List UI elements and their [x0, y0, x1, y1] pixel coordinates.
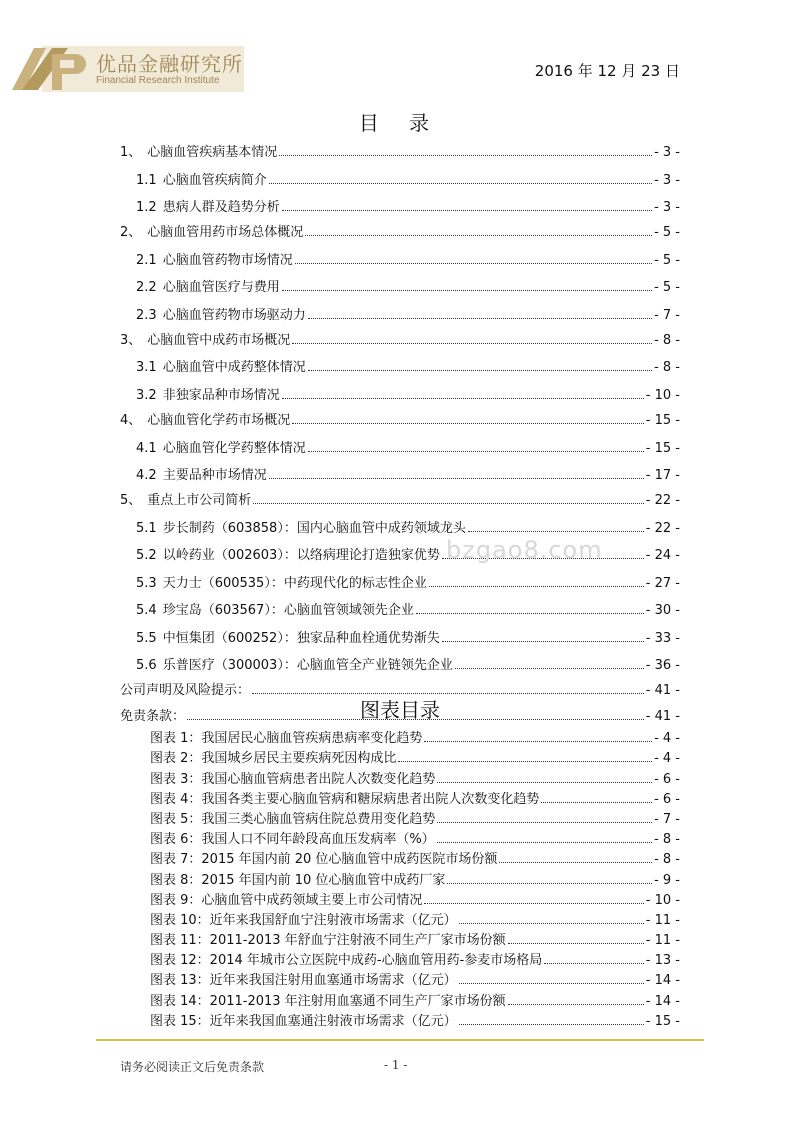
toc-entry-label	[150, 869, 445, 888]
footer-disclaimer: 请务必阅读正文后免责条款	[120, 1060, 265, 1074]
toc-entry-number: 5.4	[136, 603, 157, 619]
toc-entry-text: 图表 2：我国城乡居民主要疾病死因构成比	[150, 751, 397, 767]
toc-entry[interactable]	[120, 428, 680, 456]
toc-entry-page: - 41 -	[645, 683, 680, 699]
toc-entry-number: 4、	[120, 413, 142, 429]
toc-entry-text: 公司声明及风险提示：	[120, 683, 251, 699]
figure-list	[120, 726, 680, 1029]
toc-entry[interactable]	[120, 188, 680, 216]
toc-entry-page: - 5 -	[654, 225, 680, 241]
toc-entry-number: 3.1	[136, 360, 157, 376]
toc-entry-page: - 30 -	[645, 603, 680, 619]
dot-leader	[437, 842, 652, 843]
toc-entry-page: - 4 -	[654, 751, 680, 767]
toc-entry-page: - 6 -	[654, 791, 680, 807]
toc-entry[interactable]	[120, 618, 680, 646]
toc-entry-page: - 8 -	[654, 832, 680, 848]
dot-leader	[508, 943, 644, 944]
dot-leader	[544, 963, 644, 964]
toc-entry-label	[150, 909, 457, 928]
toc-entry-number: 1、	[120, 145, 142, 160]
toc-entry[interactable]	[120, 403, 680, 428]
dot-leader	[459, 1024, 644, 1025]
toc-entry[interactable]	[120, 456, 680, 484]
toc-entry-text: 心脑血管医疗与费用	[162, 280, 280, 296]
toc-entry-label	[150, 848, 497, 867]
toc-entry-label	[120, 409, 290, 428]
figure-entry[interactable]	[120, 847, 680, 867]
dot-leader	[499, 862, 652, 863]
dot-leader	[282, 210, 652, 211]
figure-entry[interactable]	[120, 928, 680, 948]
toc-entry-text: 图表 14：2011-2013 年注射用血塞通不同生产厂家市场份额	[150, 993, 506, 1009]
toc-entry-page: - 7 -	[654, 811, 680, 827]
toc-entry-number: 5.3	[136, 575, 157, 591]
dot-leader	[305, 235, 652, 236]
toc-entry-page: - 36 -	[645, 658, 680, 674]
toc-entry-label	[150, 768, 435, 787]
toc-entry-number: 3、	[120, 332, 142, 348]
page-number: - 1 -	[384, 1058, 408, 1072]
toc-entry-text: 乐普医疗（300003）：心脑血管全产业链领先企业	[162, 658, 453, 674]
toc-entry-text: 患病人群及趋势分析	[162, 200, 280, 215]
toc-entry-page: - 3 -	[654, 200, 680, 215]
toc-entry-label	[150, 1010, 457, 1029]
toc-entry-number: 5.2	[136, 548, 157, 564]
dot-leader	[269, 183, 652, 184]
dot-leader	[468, 531, 644, 532]
dot-leader	[442, 641, 644, 642]
dot-leader	[308, 318, 652, 319]
figure-entry[interactable]	[120, 908, 680, 928]
toc-entry-page: - 10 -	[645, 892, 680, 908]
dot-leader	[455, 668, 644, 669]
dot-leader	[459, 923, 644, 924]
dot-leader	[459, 983, 644, 984]
toc-entry-label	[136, 304, 306, 323]
toc-entry[interactable]	[120, 563, 680, 591]
dot-leader	[437, 822, 652, 823]
toc-entry-page: - 15 -	[645, 1013, 680, 1029]
dot-leader	[282, 398, 644, 399]
dot-leader	[253, 503, 644, 504]
dot-leader	[269, 478, 644, 479]
toc-entry[interactable]	[120, 348, 680, 376]
dot-leader	[282, 290, 652, 291]
toc-entry-label	[120, 221, 303, 240]
dot-leader	[308, 451, 644, 452]
footer-rule	[96, 1039, 704, 1041]
dot-leader	[292, 423, 644, 424]
toc-entry-text: 图表 10：近年来我国舒血宁注射液市场需求（亿元）	[150, 912, 457, 928]
brand-name: 优品金融研究所	[96, 52, 243, 76]
toc-entry-text: 图表 15：近年来我国血塞通注射液市场需求（亿元）	[150, 1013, 457, 1029]
toc-entry-text: 步长制药（603858）：国内心脑血管中成药领域龙头	[162, 520, 466, 536]
figure-entry[interactable]	[120, 746, 680, 766]
toc-entry-text: 主要品种市场情况	[162, 468, 267, 484]
toc-entry-number: 5、	[120, 493, 142, 509]
toc-entry-page: - 3 -	[654, 172, 680, 188]
toc-entry-page: - 6 -	[654, 771, 680, 787]
toc-entry-text: 以岭药业（002603）：以络病理论打造独家优势	[162, 548, 440, 564]
toc-entry-text: 心脑血管中成药整体情况	[162, 360, 306, 376]
toc-entry-number: 2.1	[136, 252, 157, 268]
dot-leader	[295, 263, 652, 264]
toc-entry-text: 图表 11：2011-2013 年舒血宁注射液不同生产厂家市场份额	[150, 933, 506, 949]
toc-entry-number: 3.2	[136, 387, 157, 403]
toc-entry-label	[136, 464, 267, 483]
toc-entry-text: 图表 13：近年来我国注射用血塞通市场需求（亿元）	[150, 973, 457, 989]
brand-subtitle: Financial Research Institute	[96, 75, 220, 86]
toc-entry-number: 5.6	[136, 658, 157, 674]
toc-entry[interactable]	[120, 295, 680, 323]
figure-entry[interactable]	[120, 827, 680, 847]
toc-entry-text: 中恒集团（600252）：独家品种血栓通优势渐失	[162, 630, 440, 646]
toc-entry-page: - 4 -	[654, 731, 680, 747]
toc-entry-text: 图表 1：我国居民心脑血管疾病患病率变化趋势	[150, 731, 423, 747]
toc-entry-page: - 10 -	[645, 387, 680, 403]
figure-entry[interactable]	[120, 1009, 680, 1029]
toc-entry-text: 珍宝岛（603567）：心脑血管领域领先企业	[162, 603, 414, 619]
toc-entry[interactable]	[120, 240, 680, 268]
toc-entry-label	[136, 249, 293, 268]
toc-entry-text: 图表 6：我国人口不同年龄段高血压发病率（%）	[150, 832, 435, 848]
toc-entry-number: 4.2	[136, 468, 157, 484]
toc-entry-label	[136, 517, 466, 536]
toc-entry-page: - 9 -	[654, 872, 680, 888]
figure-entry[interactable]	[120, 787, 680, 807]
toc-entry[interactable]	[120, 323, 680, 348]
toc-entry-text: 心脑血管药物市场驱动力	[162, 307, 306, 323]
toc-entry-page: - 14 -	[645, 993, 680, 1009]
toc-entry-page: - 27 -	[645, 575, 680, 591]
toc-entry-page: - 11 -	[645, 912, 680, 928]
toc-entry-label	[136, 437, 306, 456]
toc-entry-label	[136, 599, 414, 618]
toc-entry-text: 图表 5：我国三类心脑血管病住院总费用变化趋势	[150, 811, 436, 827]
toc-entry-text: 心脑血管用药市场总体概况	[147, 225, 304, 241]
toc-entry-text: 心脑血管化学药市场概况	[147, 413, 291, 429]
toc-entry-number: 2.3	[136, 307, 157, 323]
toc-entry-label	[136, 276, 280, 295]
toc-entry-page: - 22 -	[645, 493, 680, 509]
toc-entry-label	[120, 141, 277, 160]
toc-entry-text: 非独家品种市场情况	[162, 387, 280, 403]
report-date: 2016 年 12 月 23 日	[534, 62, 680, 80]
figure-entry[interactable]	[120, 888, 680, 908]
toc-entry-page: - 17 -	[645, 468, 680, 484]
toc-entry[interactable]	[120, 646, 680, 674]
toc-entry[interactable]	[120, 160, 680, 188]
dot-leader	[292, 343, 652, 344]
toc-list	[120, 140, 680, 724]
toc-entry[interactable]	[120, 508, 680, 536]
toc-entry-label	[136, 544, 440, 563]
toc-entry-page: - 5 -	[654, 252, 680, 268]
toc-entry-label	[150, 828, 435, 847]
toc-entry-label	[150, 808, 435, 827]
dot-leader	[541, 802, 652, 803]
toc-entry-page: - 13 -	[645, 953, 680, 969]
figure-entry[interactable]	[120, 948, 680, 968]
toc-entry-number: 2.2	[136, 280, 157, 296]
dot-leader	[416, 613, 644, 614]
toc-entry-number: 5.1	[136, 520, 157, 536]
toc-entry-text: 天力士（600535）：中药现代化的标志性企业	[162, 575, 427, 591]
toc-entry[interactable]	[120, 375, 680, 403]
dot-leader	[308, 370, 652, 371]
toc-entry-text: 心脑血管中成药市场概况	[147, 332, 291, 348]
toc-entry-page: - 3 -	[654, 145, 680, 160]
toc-entry-text: 图表 7：2015 年国内前 20 位心脑血管中成药医院市场份额	[150, 852, 498, 868]
toc-entry-text: 心脑血管疾病简介	[162, 172, 267, 188]
toc-entry-label	[150, 929, 506, 948]
toc-entry-label	[136, 627, 440, 646]
toc-entry-label	[136, 384, 280, 403]
toc-entry-text: 图表 3：我国心脑血管病患者出院人次数变化趋势	[150, 771, 436, 787]
figure-entry[interactable]	[120, 968, 680, 988]
toc-entry-number: 5.5	[136, 630, 157, 646]
dot-leader	[429, 586, 644, 587]
watermark: bzgao8.com	[446, 536, 603, 564]
figure-entry[interactable]	[120, 988, 680, 1008]
dot-leader	[279, 155, 652, 156]
figure-entry[interactable]	[120, 867, 680, 887]
toc-entry-label	[120, 329, 290, 348]
toc-entry-page: - 33 -	[645, 630, 680, 646]
toc-entry-page: - 22 -	[645, 520, 680, 536]
toc-entry-page: - 8 -	[654, 852, 680, 868]
toc-entry-page: - 15 -	[645, 413, 680, 429]
toc-entry[interactable]	[120, 591, 680, 619]
toc-entry-label	[136, 654, 453, 673]
toc-entry-label	[150, 747, 396, 766]
toc-entry-text: 心脑血管疾病基本情况	[147, 145, 278, 160]
toc-entry-number: 2、	[120, 225, 142, 241]
toc-entry-label	[150, 727, 422, 746]
toc-entry-page: - 14 -	[645, 973, 680, 989]
toc-entry-label	[150, 949, 542, 968]
toc-title: 目 录	[358, 111, 442, 135]
toc-entry-page: - 5 -	[654, 280, 680, 296]
toc-entry[interactable]	[120, 140, 680, 160]
toc-entry-page: - 15 -	[645, 440, 680, 456]
figure-entry[interactable]	[120, 726, 680, 746]
brand-logo	[12, 46, 244, 92]
toc-entry-label	[136, 572, 427, 591]
toc-entry-text: 图表 4：我国各类主要心脑血管病和糖尿病患者出院人次数变化趋势	[150, 791, 540, 807]
toc-entry-text: 图表 12：2014 年城市公立医院中成药-心脑血管用药-参麦市场格局	[150, 953, 543, 969]
dot-leader	[437, 782, 652, 783]
figure-entry[interactable]	[120, 807, 680, 827]
toc-entry-number: 1.2	[136, 200, 157, 215]
dot-leader	[424, 903, 643, 904]
toc-entry-text: 图表 8：2015 年国内前 10 位心脑血管中成药厂家	[150, 872, 446, 888]
figure-entry[interactable]	[120, 766, 680, 786]
toc-entry-text: 免责条款：	[120, 708, 186, 724]
toc-entry-label	[120, 489, 251, 508]
toc-entry[interactable]	[120, 215, 680, 240]
toc-entry-text: 图表 9：心脑血管中成药领域主要上市公司情况	[150, 892, 423, 908]
toc-entry-page: - 7 -	[654, 307, 680, 323]
toc-entry-page: - 24 -	[645, 548, 680, 564]
toc-entry-page: - 41 -	[645, 708, 680, 724]
dot-leader	[398, 761, 652, 762]
dot-leader	[424, 741, 652, 742]
toc-entry-page: - 8 -	[654, 360, 680, 376]
toc-entry-label	[150, 788, 539, 807]
toc-entry-label	[150, 889, 422, 908]
toc-entry-text: 心脑血管药物市场情况	[162, 252, 293, 268]
toc-entry-page: - 8 -	[654, 332, 680, 348]
toc-entry[interactable]	[120, 483, 680, 508]
figure-list-title: 图表目录	[360, 698, 440, 722]
toc-entry-label	[150, 969, 457, 988]
toc-entry[interactable]	[120, 268, 680, 296]
toc-entry-label	[136, 169, 267, 188]
dot-leader	[508, 1004, 644, 1005]
toc-entry-label	[150, 990, 506, 1009]
toc-entry-page: - 11 -	[645, 933, 680, 949]
toc-entry-text: 重点上市公司简析	[147, 493, 252, 509]
toc-entry-number: 1.1	[136, 172, 157, 188]
dot-leader	[447, 883, 652, 884]
toc-entry-label	[136, 196, 280, 215]
toc-entry-text: 心脑血管化学药整体情况	[162, 440, 306, 456]
toc-entry-label	[136, 356, 306, 375]
toc-entry-number: 4.1	[136, 440, 157, 456]
